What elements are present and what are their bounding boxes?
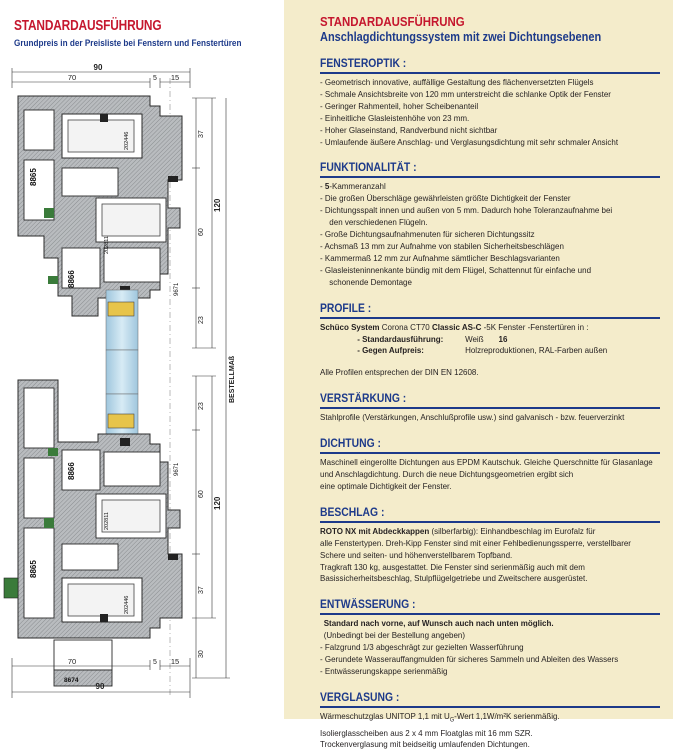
text-line xyxy=(320,526,664,538)
system-series: Corona CT70 xyxy=(379,321,432,332)
text-line: Isolierglasscheiben aus 2 x 4 mm Floatglas mit 16 mm SZR. xyxy=(320,727,533,738)
section-verglasung xyxy=(320,688,666,751)
code-202811-bot: 202811 xyxy=(104,512,110,530)
section-body xyxy=(320,181,664,288)
system-brand: Schüco System xyxy=(320,321,380,332)
dim-right-37-bot: 37 xyxy=(198,586,205,594)
list-item: - Große Dichtungsaufnahmenuten für sicheren Dichtungssitz xyxy=(320,229,535,240)
hardware-desc: (silberfarbig): Einhandbeschlag im Eurofalz für xyxy=(429,525,596,536)
dim-bottom-left: 70 xyxy=(67,657,77,666)
section-heading: ENTWÄSSERUNG : xyxy=(320,599,416,612)
list-item: - Achsmaß 13 mm zur Aufnahme von stabilen Sicherheitsbeschlägen xyxy=(320,240,564,251)
profile-cross-section-drawing xyxy=(0,58,240,718)
right-panel xyxy=(284,0,673,750)
list-item: - Hoher Glaseinstand, Randverbund nicht sichtbar xyxy=(320,124,498,135)
right-title: STANDARDAUSFÜHRUNG xyxy=(320,14,465,29)
text-line: Standard nach vorne, auf Wunsch auch nach unten möglich. xyxy=(323,618,554,629)
section-profile xyxy=(320,299,666,380)
list-item: schonende Demontage xyxy=(329,276,412,287)
code-8674: 8674 xyxy=(64,677,79,684)
text-line: und Anschlagdichtung. Durch die neue Dichtungsgeometrien ergibt sich xyxy=(320,469,574,480)
profile-row-standard xyxy=(320,334,664,346)
code-9671-top: 9671 xyxy=(174,282,180,296)
list-item: - Dichtungsspalt innen und außen von 5 mm. Dadurch hohe Toleranzaufnahme bei xyxy=(320,205,613,216)
list-item: - Entwässerungskappe serienmäßig xyxy=(320,666,448,676)
dim-bottom-total: 90 xyxy=(95,682,105,691)
list-item: - Falzgrund 1/3 abgeschrägt zur gezielten Wasserführung xyxy=(320,642,524,653)
code-9671-bot: 9671 xyxy=(174,462,180,476)
dim-top-left: 70 xyxy=(67,73,77,82)
code-202446-top: 202446 xyxy=(124,131,130,150)
code-202811-top: 202811 xyxy=(104,236,110,254)
glass-pane xyxy=(106,350,138,394)
text-line: alle Fenstertypen. Dreh-Kipp Fenster sind mit einer Fehlbedienungssperre, verstellbarer xyxy=(320,537,631,548)
section-body xyxy=(320,457,664,493)
text-line xyxy=(320,711,664,728)
glass-value: -Wert 1,1W/m²K serienmäßig. xyxy=(454,710,560,721)
list-item: - Schmale Ansichtsbreite von 120 mm unterstreicht die schlanke Optik der Fenster xyxy=(320,88,611,99)
list-item xyxy=(320,181,664,193)
section-entwaesserung xyxy=(320,595,666,678)
profile-row-aufpreis xyxy=(320,345,664,357)
dim-right-120-bot: 120 xyxy=(213,496,222,510)
system-variant: Classic AS-C xyxy=(431,321,482,332)
row-value: Weiß xyxy=(465,333,484,344)
right-subtitle: Anschlagdichtungssystem mit zwei Dichtungsebenen xyxy=(320,30,602,44)
section-dichtung xyxy=(320,434,666,493)
section-body: Stahlprofile (Verstärkungen, Anschlußprofile usw.) sind galvanisch - bzw. feuerverzinkt xyxy=(320,412,625,423)
spacer xyxy=(320,357,664,367)
text-line: Trockenverglasung mit beidseitig umlaufenden Dichtungen. xyxy=(320,739,530,750)
row-value: Holzreproduktionen, RAL-Farben außen xyxy=(465,345,608,356)
section-funktionalitaet xyxy=(320,158,666,288)
section-divider xyxy=(320,72,660,74)
section-body xyxy=(320,322,664,380)
dim-right-23-bot: 23 xyxy=(198,402,205,410)
text-line: Maschinell eingerollte Dichtungen aus EPDM Kautschuk. Gleiche Querschnitte für Glasanlage xyxy=(320,457,653,468)
list-item: - Einheitliche Glasleistenhöhe von 23 mm. xyxy=(320,112,470,123)
text-line: eine optimale Dichtigkeit der Fenster. xyxy=(320,480,452,491)
list-item: - Kammermaß 12 mm zur Aufnahme sämtlicher Beschlagsvarianten xyxy=(320,252,560,263)
list-item: - Gerundete Wasserauffangmulden für sicheres Sammeln und Ableiten des Wassers xyxy=(320,654,619,665)
row-label: - Gegen Aufpreis: xyxy=(357,345,424,356)
left-title: STANDARDAUSFÜHRUNG xyxy=(14,18,162,34)
list-item: den verschiedenen Flügeln. xyxy=(329,217,428,228)
glass-subscript: G xyxy=(449,717,455,724)
section-heading: BESCHLAG : xyxy=(320,506,385,519)
hardware-name: ROTO NX mit Abdeckkappen xyxy=(320,525,430,536)
section-beschlag xyxy=(320,503,666,586)
chamber-label: -Kammeranzahl xyxy=(329,181,386,192)
text-line: (Unbedingt bei der Bestellung angeben) xyxy=(323,630,466,641)
section-heading: FENSTEROPTIK : xyxy=(320,58,407,70)
dim-bottom-right: 15 xyxy=(170,657,180,666)
row-number: 16 xyxy=(498,333,508,344)
text-line: Basissicherheitsbeschlag, Stulpflügelgetriebe und Zweitschere ausgerüstet. xyxy=(320,573,588,584)
dim-right-60-bot: 60 xyxy=(198,490,205,498)
section-divider xyxy=(320,613,660,615)
section-divider xyxy=(320,452,660,454)
section-heading: DICHTUNG : xyxy=(320,438,381,451)
left-header xyxy=(14,18,278,49)
list-bullet: - xyxy=(320,181,325,192)
section-heading: VERSTÄRKUNG : xyxy=(320,393,407,406)
dim-top-mid: 5 xyxy=(153,75,157,82)
chamber-count: 5 xyxy=(324,181,330,192)
section-heading: PROFILE : xyxy=(320,302,372,315)
section-divider xyxy=(320,706,660,708)
code-202446-bot: 202446 xyxy=(124,595,130,614)
dim-bestellmass: BESTELLMAß xyxy=(229,355,236,403)
section-body xyxy=(320,526,664,586)
text-line: Tragkraft 130 kg, ausgestattet. Die Fenster sind serienmäßig auch mit dem xyxy=(320,561,585,572)
code-8866-bot: 8866 xyxy=(67,462,76,480)
section-heading: VERGLASUNG : xyxy=(320,691,400,704)
dim-right-120-top: 120 xyxy=(213,198,222,212)
dim-right-37-top: 37 xyxy=(198,130,205,138)
section-divider xyxy=(320,176,660,178)
dim-bottom-mid: 5 xyxy=(153,659,157,666)
list-item: - Geometrisch innovative, auffällige Gestaltung des flächenversetzten Flügels xyxy=(320,77,594,87)
bottom-profile xyxy=(4,380,182,686)
section-divider xyxy=(320,407,660,409)
section-verstaerkung xyxy=(320,389,666,424)
section-body xyxy=(320,711,664,751)
top-profile xyxy=(18,96,182,350)
dim-right-23-top: 23 xyxy=(198,316,205,324)
row-label: - Standardausführung: xyxy=(357,333,444,344)
list-item: - Umlaufende äußere Anschlag- und Verglasungsdichtung mit sehr schmaler Ansicht xyxy=(320,136,619,147)
profile-system-line xyxy=(320,322,664,334)
list-item: - Glasleisteninnenkante bündig mit dem Flügel, Schattennut für einfache und xyxy=(320,264,592,275)
list-item: - Geringer Rahmenteil, hoher Scheibenanteil xyxy=(320,100,479,111)
left-subtitle: Grundpreis in der Preisliste bei Fenstern und Fenstertüren xyxy=(14,38,242,49)
section-body xyxy=(320,618,664,678)
left-panel xyxy=(0,0,284,719)
code-8865-bot: 8865 xyxy=(29,560,38,578)
section-heading: FUNKTIONALITÄT : xyxy=(320,162,417,175)
profile-footer: Alle Profilen entsprechen der DIN EN 12608. xyxy=(320,367,479,378)
system-desc: -5K Fenster -Fenstertüren in : xyxy=(481,321,589,332)
dim-top-right: 15 xyxy=(170,73,180,82)
list-item: - Die großen Überschläge gewährleisten größte Dichtigkeit der Fenster xyxy=(320,193,571,204)
dim-right-30: 30 xyxy=(198,650,205,658)
section-body xyxy=(320,77,664,148)
section-divider xyxy=(320,317,660,319)
glass-desc: Wärmeschutzglas UNITOP 1,1 mit U xyxy=(320,710,450,721)
section-fensteroptik xyxy=(320,54,666,148)
code-8865-top: 8865 xyxy=(29,168,38,186)
section-divider xyxy=(320,521,660,523)
code-8866-top: 8866 xyxy=(67,270,76,288)
dim-right-60-top: 60 xyxy=(198,228,205,236)
right-content xyxy=(320,14,666,751)
text-line: Schere und seiten- und höhenverstellbarem Topfband. xyxy=(320,549,513,560)
dim-top-total: 90 xyxy=(93,63,103,72)
